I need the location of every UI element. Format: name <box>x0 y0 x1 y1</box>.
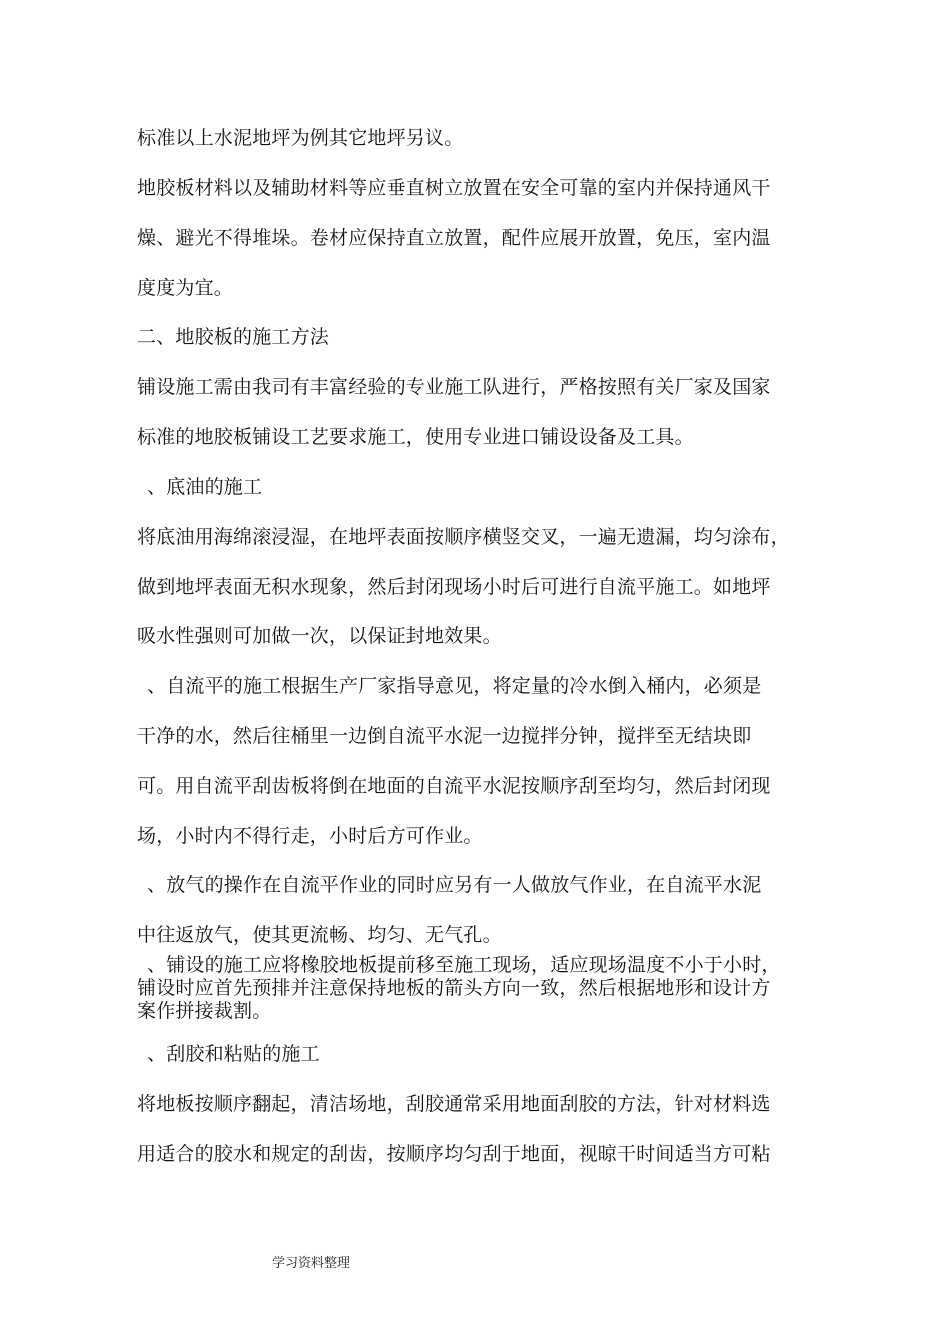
text-line: 、铺设的施工应将橡胶地板提前移至施工现场，适应现场温度不小于小时， <box>147 954 781 976</box>
text-line: 用适合的胶水和规定的刮齿，按顺序均匀刮于地面，视晾干时间适当方可粘 <box>137 1143 771 1165</box>
text-line: 燥、避光不得堆垛。卷材应保持直立放置，配件应展开放置，免压，室内温 <box>137 227 771 249</box>
text-line: 干净的水，然后往桶里一边倒自流平水泥一边搅拌分钟，搅拌至无结块即 <box>137 725 752 747</box>
section-heading: 二、地胶板的施工方法 <box>137 326 330 348</box>
text-line: 将地板按顺序翻起，清洁场地，刮胶通常采用地面刮胶的方法，针对材料选 <box>137 1093 771 1115</box>
text-line: 地胶板材料以及辅助材料等应垂直树立放置在安全可靠的室内并保持通风干 <box>137 177 771 199</box>
text-line: 、自流平的施工根据生产厂家指导意见，将定量的冷水倒入桶内，必须是 <box>147 675 762 697</box>
text-line: 场，小时内不得行走，小时后方可作业。 <box>137 825 483 847</box>
text-line: 中往返放气，使其更流畅、均匀、无气孔。 <box>137 924 502 946</box>
text-line: 做到地坪表面无积水现象，然后封闭现场小时后可进行自流平施工。如地坪 <box>137 576 771 598</box>
subsection-heading: 、刮胶和粘贴的施工 <box>147 1043 320 1065</box>
text-line: 可。用自流平刮齿板将倒在地面的自流平水泥按顺序刮至均匀，然后封闭现 <box>137 775 771 797</box>
text-line: 标准的地胶板铺设工艺要求施工，使用专业进口铺设设备及工具。 <box>137 426 694 448</box>
text-line: 度度为宜。 <box>137 277 234 299</box>
text-line: 将底油用海绵滚浸湿，在地坪表面按顺序横竖交叉，一遍无遗漏，均匀涂布， <box>137 526 790 548</box>
page-footer: 学习资料整理 <box>272 1256 351 1271</box>
text-line: 铺设时应首先预排并注意保持地板的箭头方向一致，然后根据地形和设计方 <box>137 977 771 999</box>
text-line: 案作拼接裁割。 <box>137 1000 272 1022</box>
subsection-heading: 、底油的施工 <box>147 476 263 498</box>
text-line: 铺设施工需由我司有丰富经验的专业施工队进行，严格按照有关厂家及国家 <box>137 376 771 398</box>
text-line: 、放气的操作在自流平作业的同时应另有一人做放气作业，在自流平水泥 <box>147 874 762 896</box>
text-line: 标准以上水泥地坪为例其它地坪另议。 <box>137 127 464 149</box>
text-line: 吸水性强则可加做一次，以保证封地效果。 <box>137 625 502 647</box>
